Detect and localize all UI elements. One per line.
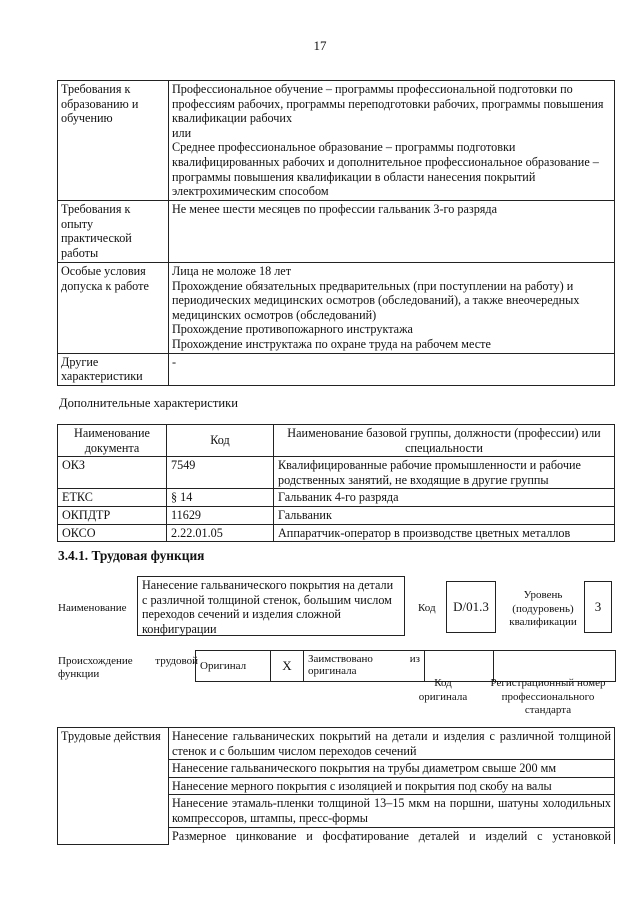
row-value-admission <box>169 263 615 354</box>
row-value-other <box>169 353 615 385</box>
additional-title: Дополнительные характеристики <box>59 396 238 410</box>
name-label: Наименование <box>58 602 127 614</box>
borrowed-word: оригинала <box>308 665 357 677</box>
row-value-education <box>169 81 615 201</box>
registration-caption: Регистрационный номер профессионального стандарта <box>490 677 606 716</box>
text-line: Лица не моложе 18 лет <box>172 264 292 278</box>
row-label-admission: Особые условия допуска к работе <box>58 263 169 354</box>
cell-name: Гальваник <box>274 506 615 524</box>
function-name-box: Нанесение гальванического покрытия на детали с различной толщиной стенок, большим числом переходов сечений и изделия сложной конфигурации <box>137 576 405 636</box>
cell-name: Квалифицированные рабочие промышленности и рабочие родственных занятий, не входящие в другие группы <box>274 457 615 489</box>
action-item: Размерное цинкование и фосфатирование деталей и изделий с установкой <box>169 827 615 844</box>
additional-table <box>57 424 615 542</box>
level-box: 3 <box>584 581 612 633</box>
row-label-other: Другие характеристики <box>58 353 169 385</box>
table-row <box>58 353 615 385</box>
table-row <box>58 263 615 354</box>
header-name: Наименование базовой группы, должности (профессии) или специальности <box>274 425 615 457</box>
code-label: Код <box>418 602 436 614</box>
table-row <box>58 524 615 542</box>
cell-doc: ОКЗ <box>58 457 167 489</box>
cell-doc: ОКСО <box>58 524 167 542</box>
actions-label: Трудовые действия <box>58 728 169 845</box>
row-label-experience: Требования к опыту практической работы <box>58 201 169 263</box>
section-heading: 3.4.1. Трудовая функция <box>58 548 205 563</box>
origin-label-word: трудовой <box>155 655 198 667</box>
cell-code: 11629 <box>167 506 274 524</box>
cell-name: Гальваник 4-го разряда <box>274 489 615 507</box>
action-item: Нанесение этамаль-пленки толщиной 13–15 мкм на поршни, шатуны холодильных компрессоров, штампы, пресс-формы <box>169 795 615 827</box>
requirements-table <box>57 80 615 386</box>
level-label: Уровень (подуровень) квалификации <box>509 589 577 628</box>
table-header-row <box>58 425 615 457</box>
text-line: Профессиональное обучение – программы профессиональной подготовки по профессиям рабочих, программы переподготовки рабочих, программы повышения квалификации рабочих <box>172 82 604 126</box>
cell-doc: ОКПДТР <box>58 506 167 524</box>
borrowed-word: из <box>409 653 420 665</box>
text-line: Прохождение обязательных предварительных (при поступлении на работу) и периодических медицинских осмотров (обследований), а также внеочередных медицинских осмотров (обследований) <box>172 278 580 322</box>
text-line: Прохождение инструктажа по охране труда на рабочем месте <box>172 336 491 351</box>
action-item: Нанесение гальванических покрытий на детали и изделия с различной толщиной стенок и с большим числом переходов сечений <box>169 728 615 760</box>
action-item: Нанесение гальванического покрытия на трубы диаметром свыше 200 мм <box>169 760 615 778</box>
original-mark: X <box>271 651 304 682</box>
text-line: или <box>172 125 192 140</box>
actions-table <box>57 727 615 845</box>
table-row <box>58 506 615 524</box>
code-caption: Код оригинала <box>418 677 468 703</box>
text-line: Прохождение противопожарного инструктажа <box>172 322 413 337</box>
text-line: - <box>172 354 177 369</box>
cell-code: 7549 <box>167 457 274 489</box>
table-row <box>58 489 615 507</box>
row-value-experience <box>169 201 615 263</box>
borrowed-cell <box>304 651 425 682</box>
header-code: Код <box>167 425 274 457</box>
text-line: Среднее профессиональное образование – программы подготовки квалифицированных рабочих и дополнительное профессиональное образование – программы повышения квалификации в области нанесения покрытий электрохимическим способом <box>172 140 599 199</box>
action-item: Нанесение мерного покрытия с изоляцией и покрытия под скобу на валы <box>169 777 615 795</box>
origin-label-word: Происхождение <box>58 655 133 667</box>
row-label-education: Требования к образованию и обучению <box>58 81 169 201</box>
original-cell: Оригинал <box>196 651 271 682</box>
page-number: 17 <box>313 38 327 53</box>
table-row <box>58 81 615 201</box>
table-row <box>58 728 615 760</box>
header-doc: Наименование документа <box>58 425 167 457</box>
origin-label <box>58 655 198 681</box>
cell-name: Аппаратчик-оператор в производстве цветных металлов <box>274 524 615 542</box>
table-row <box>58 457 615 489</box>
table-row <box>58 201 615 263</box>
cell-doc: ЕТКС <box>58 489 167 507</box>
borrowed-word: Заимствовано <box>308 653 373 665</box>
cell-code: 2.22.01.05 <box>167 524 274 542</box>
origin-label-word: функции <box>58 668 100 680</box>
cell-code: § 14 <box>167 489 274 507</box>
text-line: Не менее шести месяцев по профессии гальваник 3-го разряда <box>172 202 498 216</box>
function-code-box: D/01.3 <box>446 581 496 633</box>
